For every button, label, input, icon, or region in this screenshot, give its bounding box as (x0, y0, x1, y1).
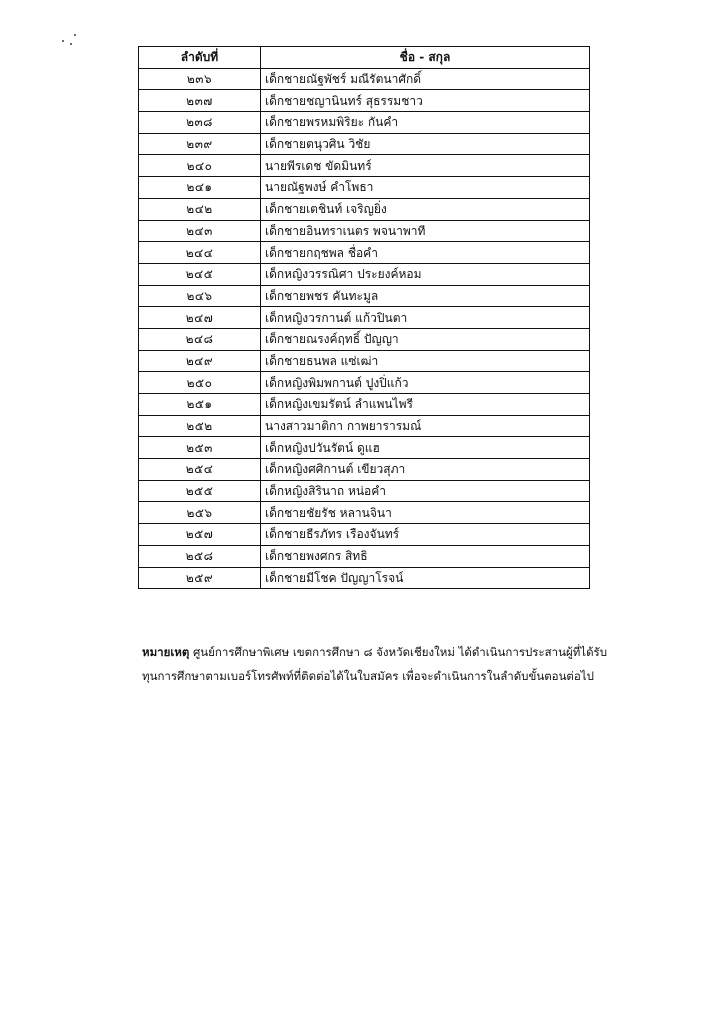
row-order-number: ๒๔๖ (139, 285, 261, 307)
row-full-name: เด็กหญิงสิรินาถ หน่อคำ (261, 480, 590, 502)
table-row (139, 220, 590, 242)
remark-label: หมายเหตุ (142, 645, 190, 659)
row-full-name: เด็กชายณรงค์ฤทธิ์ ปัญญา (261, 328, 590, 350)
row-full-name: เด็กหญิงวรรณิศา ประยงค์หอม (261, 263, 590, 285)
table-body (139, 68, 590, 589)
table-row (139, 394, 590, 416)
row-order-number: ๒๕๔ (139, 459, 261, 481)
row-full-name: เด็กชายธีรภัทร เรืองจันทร์ (261, 524, 590, 546)
row-full-name: เด็กหญิงพิมพกานต์ ปูงปิ่แก้ว (261, 372, 590, 394)
row-order-number: ๒๔๓ (139, 220, 261, 242)
table-row (139, 415, 590, 437)
row-order-number: ๒๕๙ (139, 567, 261, 589)
row-order-number: ๒๔๔ (139, 242, 261, 264)
row-full-name: เด็กชายพรหมพิริยะ กันคำ (261, 112, 590, 134)
row-full-name: เด็กชายธนพล แซ่เฒ่า (261, 350, 590, 372)
row-full-name: เด็กชายชัยรัช หลานจินา (261, 502, 590, 524)
row-order-number: ๒๔๕ (139, 263, 261, 285)
row-order-number: ๒๔๙ (139, 350, 261, 372)
table-row (139, 263, 590, 285)
row-order-number: ๒๕๓ (139, 437, 261, 459)
header-order: ลำดับที่ (139, 47, 261, 69)
table-row (139, 350, 590, 372)
row-order-number: ๒๕๘ (139, 545, 261, 567)
row-full-name: นายณัฐพงษ์ คำโพธา (261, 177, 590, 199)
row-full-name: เด็กชายชญานินทร์ สุธรรมชาว (261, 90, 590, 112)
row-order-number: ๒๕๐ (139, 372, 261, 394)
row-full-name: นายพีรเดช ขัดมินทร์ (261, 155, 590, 177)
row-order-number: ๒๕๖ (139, 502, 261, 524)
table-row (139, 285, 590, 307)
remark-text-1: ศูนย์การศึกษาพิเศษ เขตการศึกษา ๘ จังหวัดเชียงใหม่ ได้ดำเนินการประสานผู้ที่ได้รับ (193, 645, 608, 659)
table-row (139, 90, 590, 112)
row-order-number: ๒๕๒ (139, 415, 261, 437)
row-order-number: ๒๔๒ (139, 198, 261, 220)
row-full-name: เด็กชายเตชินท์ เจริญยิ่ง (261, 198, 590, 220)
table-header-row (139, 47, 590, 69)
row-full-name: เด็กชายณัฐพัชร์ มณีรัตนาศักดิ์ (261, 68, 590, 90)
row-order-number: ๒๔๐ (139, 155, 261, 177)
table-row (139, 177, 590, 199)
remark-note (142, 640, 608, 688)
row-order-number: ๒๓๖ (139, 68, 261, 90)
remark-line-2: ทุนการศึกษาตามเบอร์โทรศัพท์ที่ติดต่อได้ในใบสมัคร เพื่อจะดำเนินการในลำดับขั้นตอนต่อไป (142, 669, 594, 683)
table-row (139, 133, 590, 155)
row-full-name: เด็กชายตนุวศิน วิชัย (261, 133, 590, 155)
row-full-name: เด็กชายมีโชค ปัญญาโรจน์ (261, 567, 590, 589)
scan-speck-marks (62, 30, 82, 50)
table-row (139, 567, 590, 589)
row-full-name: เด็กหญิงวรกานต์ แก้วปินตา (261, 307, 590, 329)
row-full-name: เด็กชายกฤชพล ชื่อคำ (261, 242, 590, 264)
table-row (139, 198, 590, 220)
row-full-name: นางสาวมาติกา กาพยารารมณ์ (261, 415, 590, 437)
row-order-number: ๒๔๘ (139, 328, 261, 350)
table-row (139, 459, 590, 481)
row-order-number: ๒๓๗ (139, 90, 261, 112)
table-row (139, 502, 590, 524)
table-row (139, 112, 590, 134)
table-row (139, 242, 590, 264)
table-row (139, 68, 590, 90)
row-order-number: ๒๓๙ (139, 133, 261, 155)
table-row (139, 155, 590, 177)
row-full-name: เด็กหญิงเขมรัตน์ ลำแพนไพรี (261, 394, 590, 416)
table-row (139, 328, 590, 350)
table-row (139, 437, 590, 459)
row-order-number: ๒๓๘ (139, 112, 261, 134)
table-row (139, 372, 590, 394)
table-row (139, 524, 590, 546)
row-full-name: เด็กชายพชร คันทะมูล (261, 285, 590, 307)
header-name: ชื่อ - สกุล (261, 47, 590, 69)
row-order-number: ๒๕๑ (139, 394, 261, 416)
scholarship-roster-table (138, 46, 590, 589)
row-order-number: ๒๔๑ (139, 177, 261, 199)
table-row (139, 480, 590, 502)
row-order-number: ๒๕๕ (139, 480, 261, 502)
table-row (139, 307, 590, 329)
row-full-name: เด็กหญิงศศิกานต์ เขียวสุภา (261, 459, 590, 481)
row-full-name: เด็กชายพงศกร สิทธิ (261, 545, 590, 567)
row-order-number: ๒๕๗ (139, 524, 261, 546)
row-full-name: เด็กหญิงปวันรัตน์ ดูแฮ (261, 437, 590, 459)
row-full-name: เด็กชายอินทราเนตร พจนาพาที (261, 220, 590, 242)
table-row (139, 545, 590, 567)
row-order-number: ๒๔๗ (139, 307, 261, 329)
remark-line-1 (142, 640, 608, 664)
